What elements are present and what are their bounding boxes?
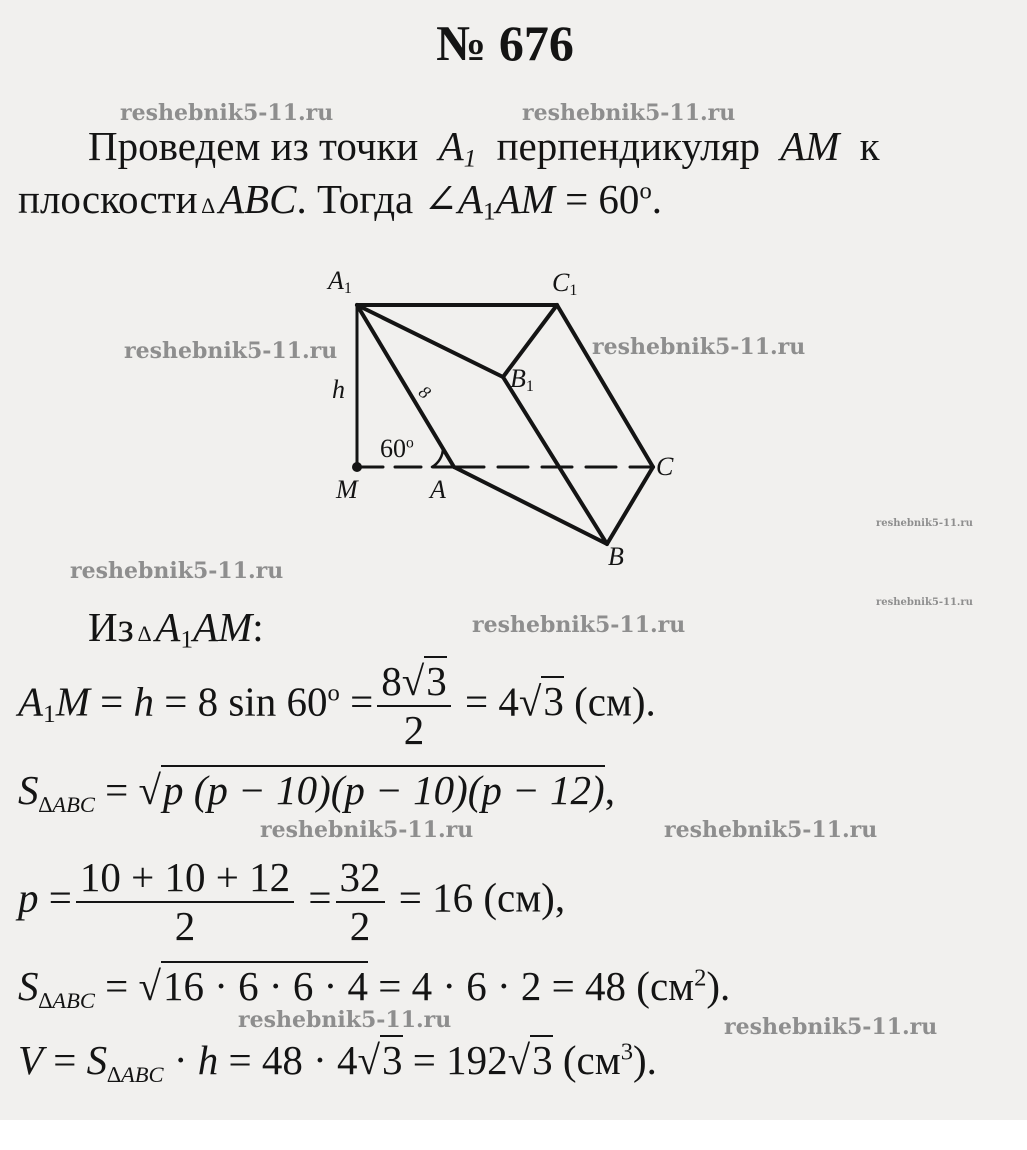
label-c1: $C_1$ — [552, 268, 578, 300]
watermark: reshebnik5-11.ru — [120, 100, 334, 126]
angle-arc — [432, 448, 443, 467]
watermark: reshebnik5-11.ru — [522, 100, 736, 126]
watermark: reshebnik5-11.ru — [876, 518, 973, 529]
from-triangle-line: Из $\Delta A_1AM$: — [88, 604, 264, 654]
label-h: h — [332, 375, 345, 404]
edge-c1c — [557, 305, 653, 467]
watermark: reshebnik5-11.ru — [260, 817, 474, 843]
label-angle: 60$^o$ — [380, 434, 414, 463]
label-m: M — [336, 475, 358, 504]
watermark: reshebnik5-11.ru — [592, 334, 806, 360]
watermark: reshebnik5-11.ru — [876, 597, 973, 608]
intro-line-2: плоскости ∆ABC. Тогда $\angle A_1AM = 60^o$. — [18, 176, 662, 226]
edge-bc — [607, 467, 653, 544]
label-c: C — [656, 452, 674, 481]
equation-area: S∆ABC = √16 · 6 · 6 · 4 = 4 · 6 · 2 = 48 $(см^2)$. — [18, 963, 731, 1013]
point-m — [352, 462, 362, 472]
label-edge-length: 8 — [414, 381, 435, 403]
equation-height: $A_1M = h = 8$ $\sin 60^o$ = $\frac{8√3}{2}$ = 4√3 (см). — [18, 658, 656, 754]
watermark: reshebnik5-11.ru — [724, 1014, 938, 1040]
label-a1: $A_1$ — [328, 266, 352, 298]
problem-number: № 676 — [436, 15, 574, 71]
watermark: reshebnik5-11.ru — [70, 558, 284, 584]
label-b1: $B_1$ — [510, 364, 534, 396]
intro-line-1: Проведем из точки $A_1$ перпендикуляр AM к — [88, 123, 880, 173]
label-b: B — [608, 542, 624, 571]
equation-heron: S∆ABC = √p (p − 10)(p − 10)(p − 12), — [18, 767, 615, 817]
label-a: A — [430, 475, 446, 504]
watermark: reshebnik5-11.ru — [238, 1007, 452, 1033]
watermark: reshebnik5-11.ru — [472, 612, 686, 638]
equation-volume: V = S∆ABC · h = 48 · 4√3 = 192√3 $(см^3)$. — [18, 1037, 657, 1087]
watermark: reshebnik5-11.ru — [124, 338, 338, 364]
fraction-8sqrt3-over-2: $\frac{8√3}{2}$ — [377, 660, 451, 752]
equation-semiperimeter: p = $\frac{10 + 10 + 12}{2}$ = $\frac{32}{2}$ = 16 (см), — [18, 854, 566, 950]
watermark: reshebnik5-11.ru — [664, 817, 878, 843]
